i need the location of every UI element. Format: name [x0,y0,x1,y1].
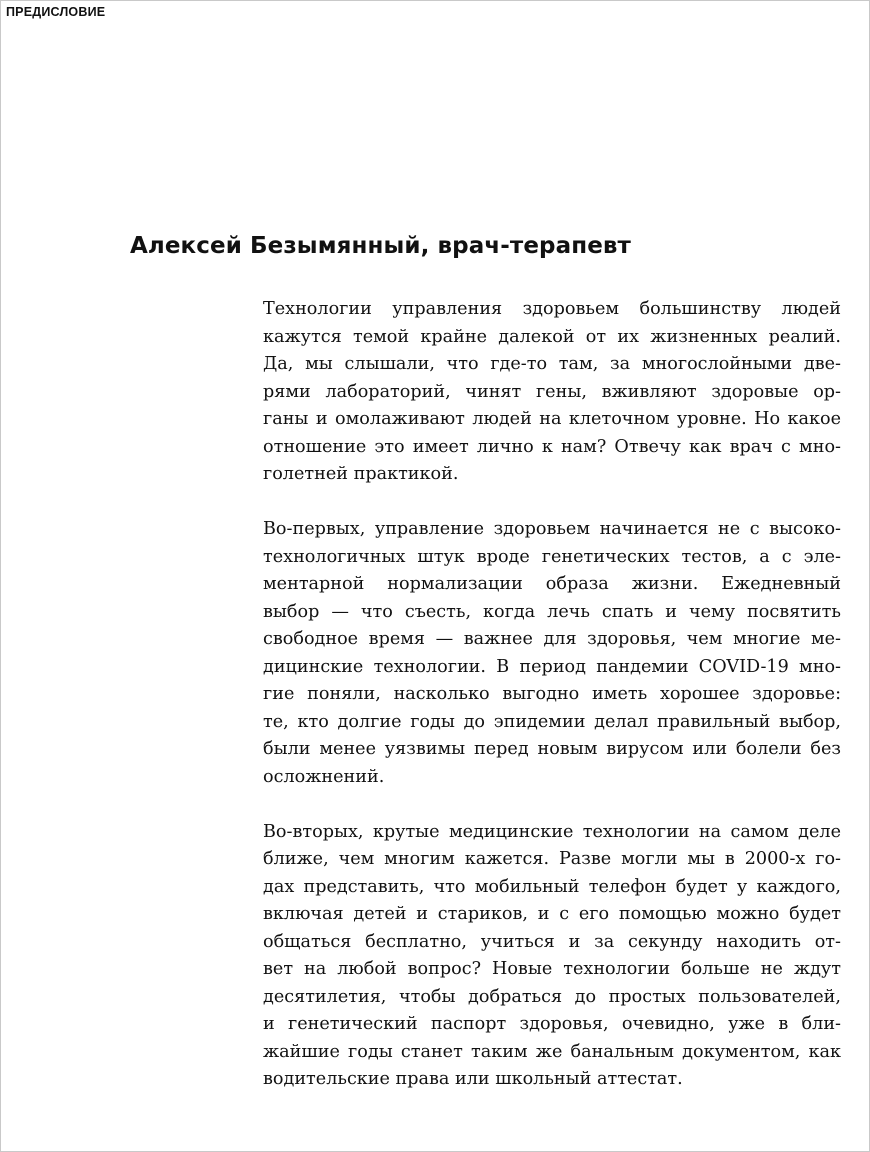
paragraph-3 [263,819,841,1094]
text-line: Да, мы слышали, что где-то там, за многослойными две- [263,354,841,374]
text-line: свободное время — важнее для здоровья, чем многие ме- [263,629,841,649]
text-line: осложнений. [263,766,385,787]
text-line: технологичных штук вроде генетических тестов, а с эле- [263,546,841,567]
text-line: Технологии управления здоровьем большинству людей [263,299,841,319]
paragraph-1 [263,296,841,489]
text-line: вет на любой вопрос? Новые технологии больше не ждут [263,959,841,979]
text-line: Во-первых, управление здоровьем начинается не с высоко- [263,519,841,539]
text-line: те, кто долгие годы до эпидемии делал правильный выбор, [263,711,841,732]
text-line: общаться бесплатно, учиться и за секунду находить от- [263,931,841,952]
text-line: были менее уязвимы перед новым вирусом или болели без [263,739,841,759]
text-line: гие поняли, насколько выгодно иметь хорошее здоровье: [263,684,841,704]
text-line: ганы и омолаживают людей на клеточном уровне. Но какое [263,409,841,429]
text-line: кажутся темой крайне далекой от их жизненных реалий. [263,326,841,347]
text-line: выбор — что съесть, когда лечь спать и чему посвятить [263,601,841,622]
text-line: дицинские технологии. В период пандемии COVID-19 мно- [263,656,841,677]
text-line: голетней практикой. [263,464,459,484]
author-heading: Алексей Безымянный, врач-терапевт [130,233,631,259]
text-line: дах представить, что мобильный телефон будет у каждого, [263,876,841,897]
section-title: ПРЕДИСЛОВИЕ [6,5,106,19]
text-line: включая детей и стариков, и с его помощью можно будет [263,904,841,924]
paragraph-2 [263,516,841,791]
text-line: водительские права или школьный аттестат. [263,1069,683,1089]
text-line: рями лабораторий, чинят гены, вживляют здоровые ор- [263,381,841,402]
text-line: ментарной нормализации образа жизни. Ежедневный [263,574,841,594]
text-line: отношение это имеет лично к нам? Отвечу как врач с мно- [263,436,841,457]
foreword-body [263,296,841,1121]
text-line: Во-вторых, крутые медицинские технологии на самом деле [263,821,841,842]
text-line: и генетический паспорт здоровья, очевидно, уже в бли- [263,1014,841,1034]
text-line: ближе, чем многим кажется. Разве могли мы в 2000-х го- [263,849,841,869]
text-line: жайшие годы станет таким же банальным документом, как [263,1041,841,1062]
text-line: десятилетия, чтобы добраться до простых пользователей, [263,986,841,1007]
